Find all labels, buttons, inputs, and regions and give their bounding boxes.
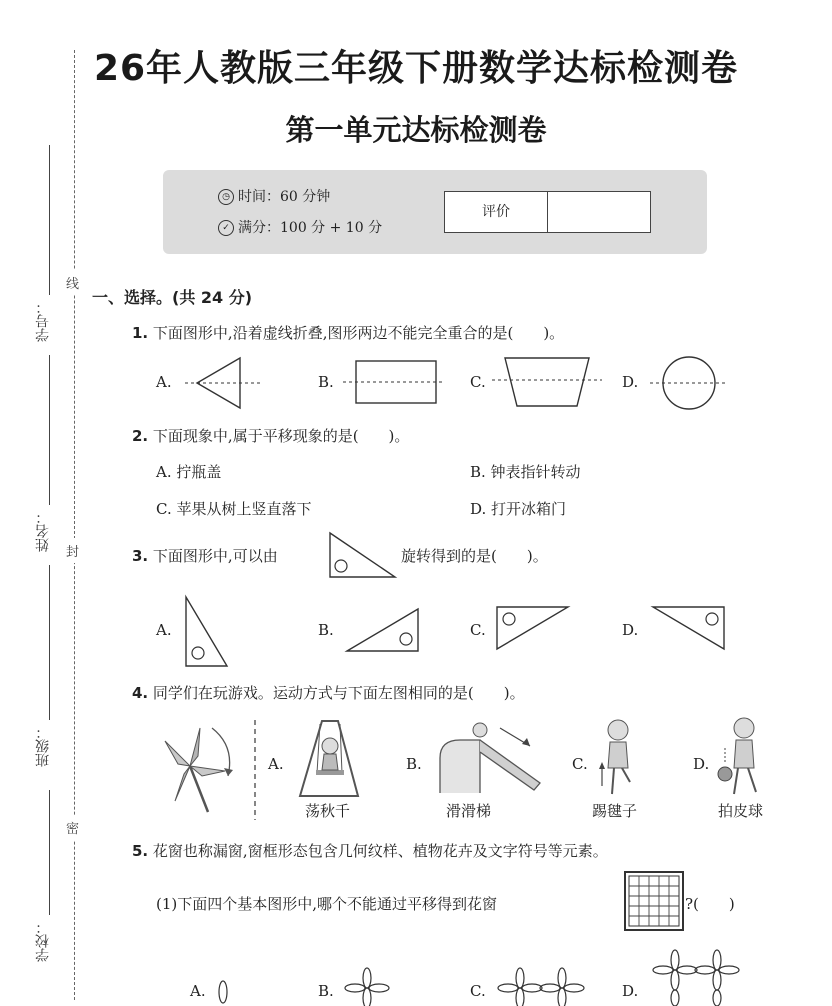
q4-divider-line — [253, 720, 257, 820]
question-number: 4. — [132, 684, 149, 702]
q2-option-c[interactable]: C. 苹果从树上竖直落下 — [156, 500, 312, 518]
q3-option-c-label[interactable]: C. — [470, 621, 486, 639]
q5-option-b-label[interactable]: B. — [318, 982, 334, 1000]
question-4 — [132, 682, 525, 703]
q4-option-c-label[interactable]: C. — [572, 755, 588, 773]
q3-option-a-label[interactable]: A. — [156, 621, 172, 639]
binding-dashed-line — [74, 50, 75, 1000]
time-text: 时间：60 分钟 — [238, 189, 331, 205]
section-heading: 一、选择。(共 24 分) — [92, 288, 253, 307]
q2-option-a[interactable]: A. 拧瓶盖 — [156, 463, 222, 481]
q3-option-d-label[interactable]: D. — [622, 621, 639, 639]
q3-option-c-figure — [494, 604, 572, 652]
name-label: 姓名： — [35, 510, 51, 552]
q5-option-b-four-petal-figure — [342, 966, 392, 1006]
question-5 — [132, 840, 608, 861]
name-field[interactable] — [49, 355, 50, 505]
question-number: 3. — [132, 547, 149, 565]
question-text: 下面现象中,属于平移现象的是( )。 — [152, 427, 410, 445]
q4-option-d-label[interactable]: D. — [693, 755, 710, 773]
school-field[interactable] — [49, 790, 50, 915]
q4-option-b-label[interactable]: B. — [406, 755, 422, 773]
q4-option-a-label[interactable]: A. — [268, 755, 284, 773]
q1-option-a-label[interactable]: A. — [156, 373, 172, 391]
student-id-label: 学号： — [35, 300, 51, 342]
q5-option-a-petal-figure — [216, 976, 230, 1006]
q3-option-a-figure — [183, 594, 233, 669]
class-label: 班级： — [35, 725, 51, 767]
q4-option-b-slide-figure — [430, 718, 548, 798]
class-field[interactable] — [49, 565, 50, 720]
question-text: 下面图形中,沿着虚线折叠,图形两边不能完全重合的是( )。 — [152, 324, 565, 342]
q5-option-d-label[interactable]: D. — [622, 982, 639, 1000]
school-label: 学校： — [35, 920, 51, 962]
q4-option-a-swing-figure — [292, 718, 364, 798]
q5-option-a-label[interactable]: A. — [190, 982, 206, 1000]
q4-caption-ball-bouncing: 拍皮球 — [718, 802, 764, 820]
q1-option-c-label[interactable]: C. — [470, 373, 486, 391]
q5-sub1-text-after: ?( ) — [685, 895, 735, 913]
seal-mark-line: 线 — [66, 270, 79, 295]
page-title: 26年人教版三年级下册数学达标检测卷 — [93, 48, 739, 89]
question-3 — [132, 545, 278, 566]
q4-caption-shuttlecock: 踢毽子 — [592, 802, 638, 820]
question-text-before: 下面图形中,可以由 — [152, 547, 278, 565]
q1-option-a-triangle-figure — [185, 355, 265, 411]
question-number: 5. — [132, 842, 149, 860]
seal-mark-secret: 密 — [66, 815, 79, 840]
check-circle-icon: ✓ — [218, 220, 234, 236]
q2-option-d[interactable]: D. 打开冰箱门 — [470, 500, 567, 518]
q1-option-b-label[interactable]: B. — [318, 373, 334, 391]
q5-option-c-label[interactable]: C. — [470, 982, 486, 1000]
q3-question-text-after: 旋转得到的是( )。 — [401, 547, 548, 565]
rating-value-field[interactable] — [549, 192, 649, 232]
q3-option-b-figure — [344, 606, 422, 654]
q1-option-c-trapezoid-figure — [492, 355, 602, 410]
rating-label: 评价 — [445, 192, 548, 232]
q5-option-c-double-flower-figure — [495, 966, 587, 1006]
q5-sub1-text-before: (1)下面四个基本图形中,哪个不能通过平移得到花窗 — [156, 895, 498, 913]
score-text: 满分：100 分 + 10 分 — [238, 220, 383, 236]
score-info — [218, 217, 382, 237]
seal-mark-seal: 封 — [66, 538, 79, 563]
clock-icon: ◷ — [218, 189, 234, 205]
pinwheel-figure — [150, 716, 240, 816]
q3-reference-set-square-figure — [327, 530, 399, 580]
q1-option-d-circle-figure — [650, 355, 730, 411]
q5-lattice-window-figure — [624, 871, 684, 931]
q3-option-d-figure — [650, 604, 728, 652]
q3-option-b-label[interactable]: B. — [318, 621, 334, 639]
time-info — [218, 186, 330, 206]
q4-caption-swing: 荡秋千 — [305, 802, 351, 820]
question-number: 2. — [132, 427, 149, 445]
question-text: 同学们在玩游戏。运动方式与下面左图相同的是( )。 — [152, 684, 525, 702]
q1-option-d-label[interactable]: D. — [622, 373, 639, 391]
q1-option-b-rectangle-figure — [343, 358, 443, 406]
question-number: 1. — [132, 324, 149, 342]
rating-box — [444, 191, 651, 233]
q5-option-d-flower-grid-figure — [650, 948, 742, 1006]
student-id-field[interactable] — [49, 145, 50, 295]
question-1 — [132, 322, 564, 343]
q2-option-b[interactable]: B. 钟表指针转动 — [470, 463, 581, 481]
q4-option-d-ball-bouncing-figure — [714, 714, 770, 798]
unit-subtitle: 第一单元达标检测卷 — [285, 113, 547, 147]
q4-option-c-shuttlecock-figure — [594, 716, 642, 798]
question-text: 花窗也称漏窗,窗框形态包含几何纹样、植物花卉及文字符号等元素。 — [152, 842, 608, 860]
q4-caption-slide: 滑滑梯 — [446, 802, 492, 820]
question-2 — [132, 425, 409, 446]
